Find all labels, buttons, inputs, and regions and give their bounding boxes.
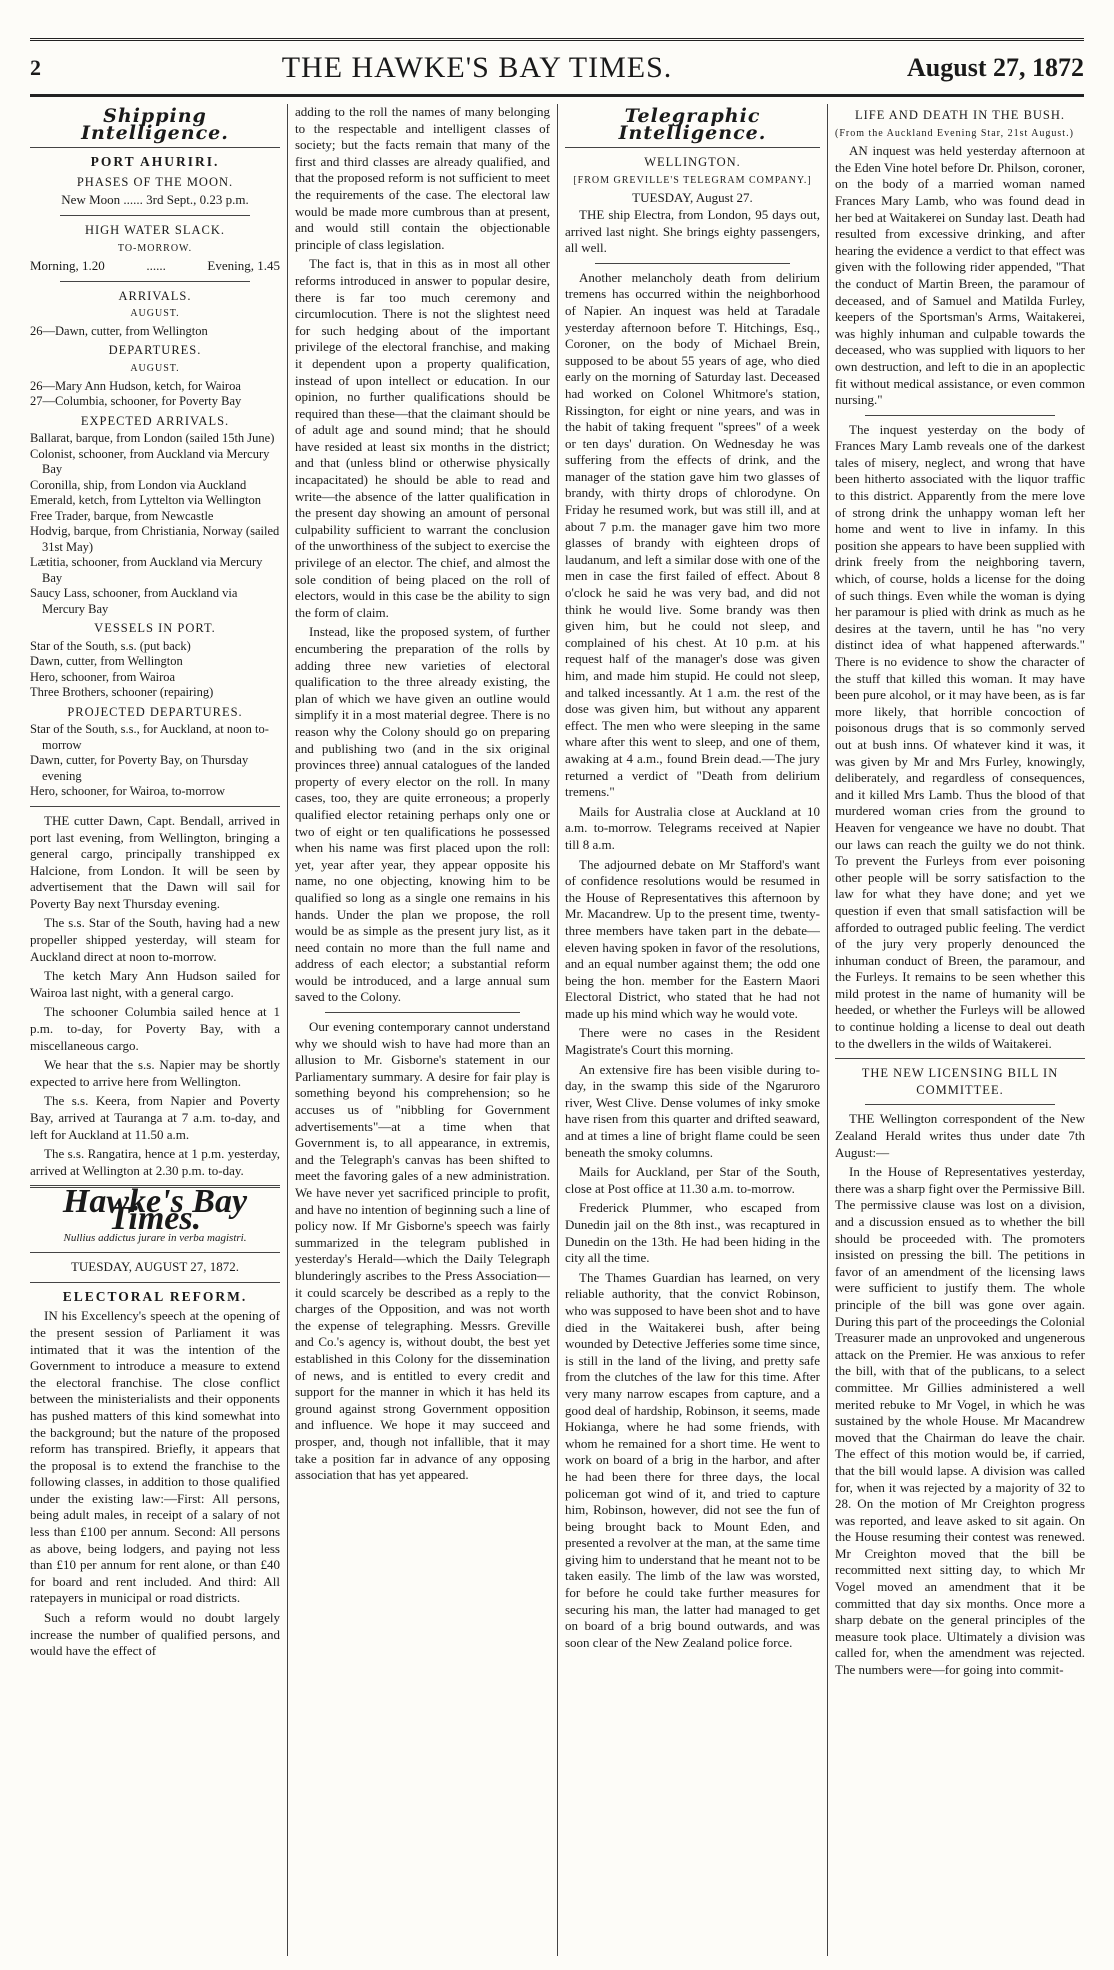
column-1: [30, 104, 280, 1956]
arrivals-heading: ARRIVALS.: [118, 288, 192, 303]
divider: [595, 263, 790, 264]
departures-heading: DEPARTURES.: [108, 343, 202, 358]
tomorrow-label: TO-MORROW.: [117, 242, 193, 254]
telegram-source: [FROM GREVILLE'S TELEGRAM COMPANY.]: [573, 174, 812, 186]
editorial-heading: ELECTORAL REFORM.: [62, 1288, 248, 1304]
shipping-paragraph: The s.s. Keera, from Napier and Poverty Bay, arrived at Tauranga at 7 a.m. to-day, and left for Auckland at 11.50 a.m.: [30, 1093, 280, 1142]
article-paragraph: In the House of Representatives yesterday, there was a sharp fight over the Permissive Bill. The permissive clause was lost on a division, and a discussion ensued as to whether the bill should be proceeded with. The promoters insisted on pressing the bill. The petitions in favor of an amendment of the licensing laws were sufficient to justify them. The whole principle of the bill was gone over again. During this part of the proceedings the Colonial Treasurer made an unprovoked and ungenerous attack on the Premier. He was anxious to refer the bill, with that of the publicans, to a select committee. Mr Gillies administered a well merited rebuke to Mr Vogel, in which he was sustained by the whole House. Mr Macandrew moved that the Chairman do leave the chair. The effect of this motion would be, if carried, that the bill would lapse. A division was called for, when it was rejected by a majority of 32 to 28. On the motion of Mr Creighton progress was reported, and leave asked to sit again. On the House resuming their contest was renewed. Mr Creighton moved that the bill be recommitted next sitting day, to which Mr Vogel moved an amendment that it be committed that day six months. Once more a sharp debate on the general principles of the measure took place. Ultimately a division was called for, when the amendment was rejected. The numbers were—for going into commit-: [835, 1164, 1085, 1678]
editorial-dateline: TUESDAY, AUGUST 27, 1872.: [70, 1259, 240, 1275]
column-divider: [827, 104, 828, 1956]
news-paragraph: An extensive fire has been visible during to-day, in the swamp this side of the Ngaruroro river, West Clive. Dense volumes of inky smoke have risen from this quarter and drifted seaward, and at times a line of bright flame could be seen beneath the smoky columns.: [565, 1061, 820, 1160]
editorial-paragraph: adding to the roll the names of many belonging to the respectable and intelligent classes of society; but the facts remain that many of the first and third classes are already qualified, and that the proposed reform is not sufficient to meet the requirements of the case. The electoral law would be made more cumbrous than at present, and would still contain the objectionable principle of class legislation.: [295, 104, 550, 252]
shipping-paragraph: THE cutter Dawn, Capt. Bendall, arrived in port last evening, from Wellington, bringing a general cargo, principally transhipped ex Halcione, from London. It will be seen by advertisement that the Dawn will sail for Poverty Bay next Thursday evening.: [30, 812, 280, 911]
list-item: 27—Columbia, schooner, for Poverty Bay: [30, 394, 242, 409]
news-paragraph: The adjourned debate on Mr Stafford's want of confidence resolutions would be resumed in the House of Representatives this afternoon by Mr. Macandrew. Up to the present time, twenty-three members have taken part in the debate—eleven having spoken in favor of the resolutions, and an equal number against them; the odd one being the hon. member for the Eastern Maori Electoral District, who stated that he had not made up his mind which way he would vote.: [565, 856, 820, 1021]
column-divider: [287, 104, 288, 1956]
divider: [30, 1282, 280, 1283]
departures-month: AUGUST.: [130, 363, 180, 375]
shipping-section-title: Shipping Intelligence.: [81, 105, 229, 144]
shipping-paragraph: The ketch Mary Ann Hudson sailed for Wairoa last night, with a general cargo.: [30, 968, 280, 1000]
news-paragraph: Mails for Australia close at Auckland at 10 a.m. to-morrow. Telegrams received at Napier till 8 a.m.: [565, 803, 820, 852]
projected-list: [30, 722, 280, 800]
shipping-paragraph: The s.s. Star of the South, having had a new propeller shipped yesterday, will steam for Auckland direct at noon to-morrow.: [30, 915, 280, 964]
shipping-paragraph: The schooner Columbia sailed hence at 1 p.m. to-day, for Poverty Bay, with a miscellaneous cargo.: [30, 1004, 280, 1053]
list-item: Emerald, ketch, from Lyttelton via Wellington: [30, 493, 261, 508]
shipping-paragraph: We hear that the s.s. Napier may be shortly expected to arrive here from Wellington.: [30, 1057, 280, 1089]
divider: [60, 215, 250, 216]
arrivals-list: [30, 324, 280, 340]
divider: [835, 1058, 1085, 1059]
editorial-paragraph: Such a reform would no doubt largely increase the number of qualified persons, and would have the effect of: [30, 1610, 280, 1659]
water-dots: ......: [146, 258, 166, 274]
column-divider: [557, 104, 558, 1956]
list-item: 26—Mary Ann Hudson, ketch, for Wairoa: [30, 378, 241, 393]
water-times: [30, 258, 280, 275]
arrivals-month: AUGUST.: [130, 308, 180, 320]
water-heading: HIGH WATER SLACK.: [84, 222, 226, 237]
editorial-paragraph: Instead, like the proposed system, of further encumbering the preparation of the rolls by adding three new varieties of electoral qualification to the three already existing, the plan of which we have given an outline would simplify it in a most material degree. There is no reason why the Colony should go on preparing and publishing two (and in the six original provinces three) annual catalogues of the landed property of every elector on the roll. In many cases, too, they are quite erroneous; a properly qualified elector retaining perhaps only one or two of eight or ten qualifications he possessed when his name was first placed upon the roll: yet, year after year, they appear opposite his name, no one objecting, knowing him to be qualified so long as a single one remains in his hands. Under the plan we propose, the roll would be as simple as the present jury list, as it need contain no more than the full name and address of each elector; a substantial reform would be introduced, and a large annual sum saved to the Colony.: [295, 624, 550, 1005]
expected-list: [30, 431, 280, 617]
divider: [865, 415, 1055, 416]
place-heading: WELLINGTON.: [644, 155, 741, 170]
list-item: Dawn, cutter, from Wellington: [30, 654, 183, 669]
telegram-dateline: TUESDAY, August 27.: [632, 190, 753, 206]
article-paragraph: AN inquest was held yesterday afternoon at the Eden Vine hotel before Dr. Philson, coroner, on the body of a married woman named Frances Mary Lamb, who was found dead in her bed at Waitakerei on Sunday last. Death had resulted from excessive drinking, and after hearing the evidence a verdict to that effect was given with the following rider appended, "That the conduct of Martin Breen, the paramour of deceased, and of Samuel and Matilda Furley, keepers of the Sportsman's Arms, Waitakerei, was highly inhuman and culpable towards the deceased, who was supplied with liquors to her own destruction, and left to die in an apoplectic fit without medical assistance, or even common nursing.": [835, 143, 1085, 408]
list-item: Hero, schooner, from Wairoa: [30, 669, 176, 684]
port-heading: PORT AHURIRI.: [90, 154, 220, 170]
newspaper-title: THE HAWKE'S BAY TIMES.: [281, 51, 673, 84]
column-3: [565, 104, 820, 1956]
divider: [565, 147, 820, 148]
top-rule: [30, 38, 1084, 41]
expected-heading: EXPECTED ARRIVALS.: [80, 413, 230, 428]
list-item: Colonist, schooner, from Auckland via Mercury Bay: [30, 446, 270, 477]
divider: [30, 806, 280, 807]
paper-nameplate: Hawke's Bay Times.: [62, 1183, 248, 1237]
article-paragraph: Our evening contemporary cannot understand why we should wish to have had more than an allusion to Mr. Gisborne's statement in our Parliamentary summary. A desire for fair play is something beyond his comprehension; so he accuses us of "nibbling for Government advertisements"—at a time when that Government is, to all appearance, in extremis, and the Telegraph's canvas has been shifted to meet the favoring gales of a new administration. We have never yet sacrificed principle to profit, and have no intention of beginning such a line of policy now. If Mr Gisborne's speech was fairly summarized in the telegram published in yesterday's Herald—which the Daily Telegraph blunderingly ascribes to the Press Association—it could scarcely be described as a reply to the charges of the Opposition, and was not worth the expense of telegraphing. Messrs. Greville and Co.'s agency is, without doubt, the best yet established in this Colony for the dissemination of news, and is entitled to every credit and support for the manner in which it has held its ground against strong Government opposition and influence. We hope it may succeed and prosper, and, though not infallible, that it may take a position far in advance of any opposing association that has yet appeared.: [295, 1019, 550, 1483]
list-item: Lætitia, schooner, from Auckland via Mercury Bay: [30, 555, 263, 585]
divider: [865, 1104, 1055, 1105]
projected-heading: PROJECTED DEPARTURES.: [67, 704, 243, 719]
list-item: Three Brothers, schooner (repairing): [30, 685, 214, 700]
news-paragraph: Frederick Plummer, who escaped from Dunedin jail on the 8th inst., was recaptured in Dunedin on the 13th. He had been hiding in the city all the time.: [565, 1200, 820, 1266]
list-item: 26—Dawn, cutter, from Wellington: [30, 323, 208, 338]
news-paragraph: Mails for Auckland, per Star of the South, close at Post office at 11.30 a.m. to-morrow.: [565, 1164, 820, 1196]
column-4: [835, 104, 1085, 1956]
issue-date: August 27, 1872: [907, 53, 1084, 82]
article-heading: LIFE AND DEATH IN THE BUSH.: [854, 108, 1066, 122]
list-item: Star of the South, s.s. (put back): [30, 638, 191, 653]
moon-line: New Moon ...... 3rd Sept., 0.23 p.m.: [61, 192, 249, 208]
list-item: Star of the South, s.s., for Auckland, at noon to-morrow: [30, 722, 269, 752]
vessels-heading: VESSELS IN PORT.: [94, 621, 216, 636]
vessels-list: [30, 639, 280, 701]
list-item: Hodvig, barque, from Christiania, Norway (sailed 31st May): [30, 524, 280, 554]
list-item: Dawn, cutter, for Poverty Bay, on Thursday evening: [30, 753, 249, 783]
telegraphic-section-title: Telegraphic Intelligence.: [618, 105, 767, 144]
list-item: Coronilla, ship, from London via Auckland: [30, 477, 247, 492]
list-item: Ballarat, barque, from London (sailed 15th June): [30, 431, 275, 446]
article-source: (From the Auckland Evening Star, 21st August.): [835, 127, 1074, 139]
list-item: Free Trader, barque, from Newcastle: [30, 508, 214, 523]
list-item: Saucy Lass, schooner, from Auckland via Mercury Bay: [30, 586, 238, 616]
masthead-rule: [30, 94, 1084, 97]
list-item: Hero, schooner, for Wairoa, to-morrow: [30, 784, 226, 799]
telegram-paragraph: THE ship Electra, from London, 95 days out, arrived last night. She brings eighty passengers, all well.: [565, 206, 820, 256]
news-paragraph: Another melancholy death from delirium tremens has occurred within the neighborhood of Napier. An inquest was held at Taradale yesterday afternoon before T. Hitchings, Esq., Coroner, on the body of Michael Brein, supposed to be about 55 years of age, who died early on the morning of Saturday last. Deceased had worked on Colonel Whitmore's station, Rissington, for eight or nine years, and was in the habit of taking frequent "sprees" of a week or ten days' duration. On Wednesday he was suffering from the effects of drink, and the manager of the station gave him two glasses of brandy, with thirty drops of chlorodyne. On Friday he resumed work, but was still ill, and at about 7 p.m. the manager gave him two more glasses of brandy with eighteen drops of laudanum, and left a similar dose with one of the men in case the first failed of effect. About 8 o'clock he said he was very bad, and did not think he would live. Some brandy was then given him, but he could not sleep, and complained of his chest. At 10 p.m. at his request half of the manager's dose was given him, and made him stupid. He could not sleep, and talked incessantly. At 1 a.m. the rest of the dose was given him, but without any apparent effect. The men who were sleeping in the same whare after this went to sleep, and one of them, awaking at 4 a.m., found Brein dead.—The jury returned a verdict of "Death from delirium tremens.": [565, 269, 820, 800]
shipping-paragraph: The s.s. Rangatira, hence at 1 p.m. yesterday, arrived at Wellington at 2.30 p.m. to-day.: [30, 1146, 280, 1178]
article-heading: THE NEW LICENSING BILL IN COMMITTEE.: [861, 1066, 1059, 1097]
news-paragraph: The Thames Guardian has learned, on very reliable authority, that the convict Robinson, who was supposed to have been shot and to have died in the Waitakerei bush, after being wounded by Detective Jefferies some time since, is still in the land of the living, and pretty safe from the clutches of the law for this time. After very many narrow escapes from capture, and a good deal of hardship, Robinson, it seems, made Hokianga, where he had some friends, with whom he remained for a short time. He went to work on board of a brig in the harbor, and after he had been there for three days, the local policeman got wind of it, and tried to capture him, Robinson, however, did not see the fun of being brought back to Mount Eden, and presented a revolver at the man, at the same time giving him to understand that he meant not to be taken easily. The limb of the law was worsted, for before he could take further measures for securing his man, the latter had managed to get on board of a brig bound outwards, and was soon clear of the New Zealand police force.: [565, 1269, 820, 1650]
editorial-paragraph: IN his Excellency's speech at the opening of the present session of Parliament it was intimated that it was the intention of the Government to introduce a measure to extend the electoral franchise. The close conflict between the ministerialists and their opponents has pushed matters of this kind somewhat into the background; but the nature of the proposed reform has transpired. Briefly, it appears that the proposal is to extend the franchise to the following classes, in addition to those qualified under the existing law:—First: All persons, being adult males, in receipt of a salary of not less than £100 per annum. Second: All persons as above, being lodgers, and paying not less than £10 per annum for rent alone, or than £40 for board and rent included. And third: All ratepayers in municipal or road districts.: [30, 1308, 280, 1606]
divider: [30, 147, 280, 148]
article-paragraph: The inquest yesterday on the body of Frances Mary Lamb reveals one of the darkest tales of misery, neglect, and wrong that have been hitherto associated with the liquor traffic to this district. Apparently from the mere love of strong drink the unhappy woman left her home and went to live in infamy. In this position she appears to have been supplied with drink freely from the neighboring tavern, which, of course, holds a license for the doing of such things. Even while the woman is dying her paramour is plied with drink as much as he desires at the tavern, until he has "no very distinct idea of what happened afterwards." There is no evidence to show the character of the stuff that killed this woman. It may have been pure alcohol, or it may have been, as is far more likely, that horrible concoction of poisonous drugs that is so commonly served out at bush inns. Of whatever kind it was, it was given by Mr and Mrs Furley, knowingly, deliberately, and regardless of consequences, and it killed Mrs Lamb. Thus the blood of that murdered woman cries from the ground to Heaven for vengeance we have no doubt. That our laws can reach the guilty we do not think. To prevent the Furleys from ever poisoning other people will be sorry satisfaction to the law for what they have done; and yet we question if even that small satisfaction will be afforded to outraged public feeling. The verdict of the jury very properly denounced the inhuman conduct of Breen, the paramour, and the Furleys. It remains to be seen whether this mild protest in the name of humanity will be heeded, or whether the Furleys will be allowed to continue holding a license to deal out death to the dwellers in the wilds of Waitakerei.: [835, 421, 1085, 1051]
departures-list: [30, 379, 280, 410]
moon-heading: PHASES OF THE MOON.: [76, 174, 234, 189]
editorial-paragraph: The fact is, that in this as in most all other reforms introduced in answer to popular desire, there is far too much ceremony and circumlocution. There is not the slightest need for such hedging about of the important privilege of the electoral franchise, and making it dependent upon a property qualification, instead of upon intellect or education. In our opinion, no further qualifications should be required than these—that the claimant should be of adult age and sound mind; that he should have resided at least six months in the district; and that (unless blind or otherwise physically incapacitated) he should be able to read and write—the absence of the latter qualification in the present day showing an amount of personal culpability sufficient to warrant the conclusion of the unworthiness of the subject to exercise the privilege of an elector. The chief, and almost the sole condition of being placed on the roll of electors, would in this case be the ability to sign the form of claim.: [295, 256, 550, 620]
divider: [60, 281, 250, 282]
water-evening: Evening, 1.45: [207, 258, 280, 274]
column-2: [295, 104, 550, 1956]
motto: Nullius addictus jurare in verba magistri.: [63, 1231, 247, 1244]
water-morning: Morning, 1.20: [30, 258, 105, 274]
article-paragraph: THE Wellington correspondent of the New Zealand Herald writes thus under date 7th August:—: [835, 1111, 1085, 1160]
masthead: [30, 46, 1084, 90]
divider: [30, 1252, 280, 1253]
divider: [325, 1012, 520, 1013]
news-paragraph: There were no cases in the Resident Magistrate's Court this morning.: [565, 1025, 820, 1058]
page-number: 2: [30, 55, 41, 80]
